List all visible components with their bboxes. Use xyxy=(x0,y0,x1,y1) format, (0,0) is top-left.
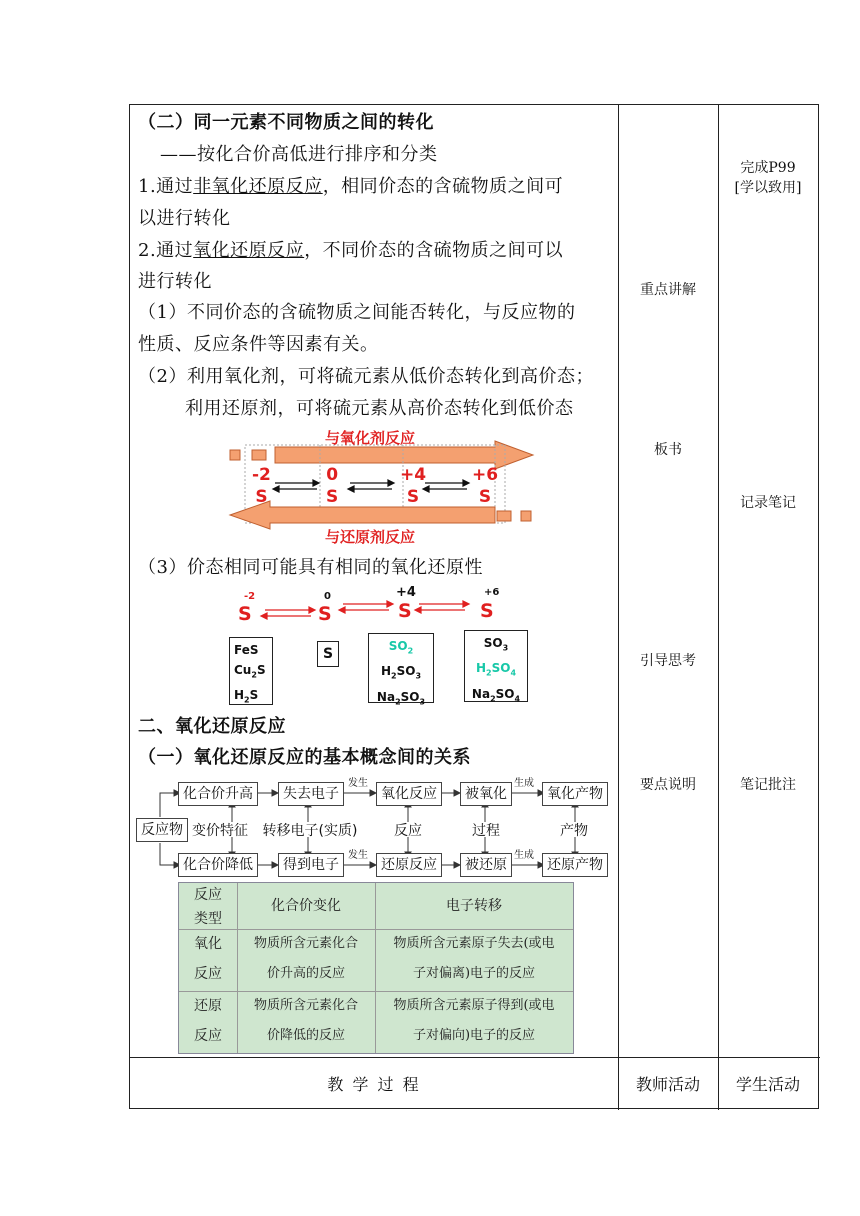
el: Na xyxy=(471,686,491,701)
flow-mid-5: 产物 xyxy=(560,823,588,839)
fig2-valence-pos4: +4 xyxy=(396,585,416,600)
gt-r2c3 xyxy=(375,991,573,1051)
fes: FeS xyxy=(234,643,259,657)
redox-definition-table xyxy=(178,882,574,1054)
paragraph-3: （1）不同价态的含硫物质之间能否转化，与反应物的 xyxy=(138,302,576,323)
sulfide-box xyxy=(229,637,273,705)
el: S xyxy=(256,663,266,677)
arrow-label-produce-up: 生成 xyxy=(514,778,534,789)
element-s: S xyxy=(326,487,339,507)
paragraph-5: （3）价态相同可能具有相同的氧化还原性 xyxy=(138,557,483,578)
l2: 反应 xyxy=(194,966,222,982)
flow-down-2: 得到电子 xyxy=(278,853,344,877)
el: Na xyxy=(376,689,396,704)
fig2-valence-pos6: +6 xyxy=(484,587,500,598)
paragraph-1 xyxy=(138,172,563,202)
flow-mid-3: 反应 xyxy=(394,823,422,839)
el: Cu xyxy=(234,663,252,677)
l1: 物质所含元素原子得到(或电 xyxy=(393,998,555,1013)
gt-h2: 化合价变化 xyxy=(271,898,341,914)
fig2-s-2: S xyxy=(318,603,332,625)
sub: 2 xyxy=(391,671,397,681)
valence-0 xyxy=(326,464,338,508)
p2-underlined: 氧化还原反应 xyxy=(193,240,305,261)
l2: 价降低的反应 xyxy=(266,1028,345,1043)
cu2s xyxy=(234,660,272,685)
el: H xyxy=(380,664,392,679)
so2 xyxy=(369,636,433,661)
fig2-valence-neg2: -2 xyxy=(244,591,256,602)
p1-post: ，相同价态的含硫物质之间可 xyxy=(322,176,564,197)
gt-r1c3 xyxy=(375,929,573,989)
footer-student: 学生活动 xyxy=(735,1075,800,1094)
sub: 3 xyxy=(502,643,509,653)
sub: 2 xyxy=(244,695,250,705)
student-note-1: 记录笔记 xyxy=(740,495,796,511)
p1-underlined: 非氧化还原反应 xyxy=(193,176,323,197)
sulfate-box xyxy=(464,630,528,702)
sub: 2 xyxy=(490,694,496,704)
valence-text: +6 xyxy=(472,465,499,485)
footer-process: 教 学 过 程 xyxy=(327,1075,421,1094)
col-divider-2 xyxy=(718,105,719,1110)
gt-h1-l2: 类型 xyxy=(194,911,222,927)
footer-divider xyxy=(130,1057,820,1058)
paragraph-3-line2: 性质、反应条件等因素有关。 xyxy=(138,334,379,355)
student-task xyxy=(718,158,818,198)
h2so3 xyxy=(369,661,433,686)
el: SO xyxy=(400,689,420,704)
el: SO xyxy=(388,639,408,653)
section-2-subtitle: （一）氧化还原反应的基本概念间的关系 xyxy=(138,747,471,768)
flow-down-5: 还原产物 xyxy=(542,853,608,877)
sub: 3 xyxy=(415,671,422,681)
el: H xyxy=(234,688,245,703)
paragraph-2 xyxy=(138,236,563,266)
sulfur-box: S xyxy=(317,641,339,667)
flow-down-1: 化合价降低 xyxy=(178,853,258,877)
flow-reactant: 反应物 xyxy=(136,818,188,842)
arrow-label-occur-down: 发生 xyxy=(348,850,368,861)
arrow-label-occur-up: 发生 xyxy=(348,778,368,789)
gt-r2c1 xyxy=(179,991,237,1051)
gt-r1c2 xyxy=(237,929,375,989)
arrow-label-produce-down: 生成 xyxy=(514,850,534,861)
gt-h3: 电子转移 xyxy=(446,898,502,914)
oxidant-label: 与氧化剂反应 xyxy=(325,429,416,447)
sub: 4 xyxy=(510,668,517,678)
paragraph-4: （2）利用氧化剂，可将硫元素从低价态转化到高价态； xyxy=(138,366,594,387)
flow-down-3: 还原反应 xyxy=(376,853,442,877)
sub: 2 xyxy=(251,670,257,680)
valence-text: -2 xyxy=(252,465,271,485)
flow-up-3: 氧化反应 xyxy=(376,782,442,806)
gt-r1c1 xyxy=(179,929,237,989)
student-note-2: 笔记批注 xyxy=(740,777,796,793)
el: SO xyxy=(396,664,416,679)
valence-pos6 xyxy=(472,464,498,508)
paragraph-2-line2: 进行转化 xyxy=(138,271,212,292)
valence-neg2 xyxy=(252,464,271,508)
footer-teacher: 教师活动 xyxy=(635,1075,700,1094)
flow-mid-2: 转移电子(实质) xyxy=(262,823,358,839)
l2: 价升高的反应 xyxy=(266,966,345,981)
el: SO xyxy=(483,636,503,650)
paragraph-1-line2: 以进行转化 xyxy=(138,208,231,229)
task-line2: [学以致用] xyxy=(734,180,802,196)
l1: 物质所含元素原子失去(或电 xyxy=(393,936,555,951)
element-s: S xyxy=(255,487,268,507)
valence-pos4 xyxy=(400,464,426,508)
valence-text: 0 xyxy=(326,465,339,485)
paragraph-4-line2: 利用还原剂，可将硫元素从高价态转化到低价态 xyxy=(185,398,574,419)
col-divider-1 xyxy=(618,105,619,1110)
sub: 4 xyxy=(514,694,521,704)
el: H xyxy=(475,661,487,676)
p2-post: ，不同价态的含硫物质之间可以 xyxy=(304,240,564,261)
fig2-s-3: S xyxy=(398,600,412,622)
flow-mid-1: 变价特征 xyxy=(192,823,248,839)
fig2-s-1: S xyxy=(238,603,252,625)
flow-down-4: 被还原 xyxy=(460,853,512,877)
reductant-label: 与还原剂反应 xyxy=(325,528,416,546)
section-2-title: 二、氧化还原反应 xyxy=(138,716,286,737)
el: S xyxy=(249,688,259,703)
l2: 反应 xyxy=(194,1028,222,1044)
teacher-note-1: 重点讲解 xyxy=(640,282,696,298)
flow-up-5: 氧化产物 xyxy=(542,782,608,806)
subtitle: ——按化合价高低进行排序和分类 xyxy=(160,144,438,165)
teacher-note-4: 要点说明 xyxy=(640,777,696,793)
sub: 2 xyxy=(486,668,492,678)
fig2-s-4: S xyxy=(480,600,494,622)
sub: 2 xyxy=(407,646,414,656)
sub: 2 xyxy=(395,697,401,707)
el: SO xyxy=(491,661,511,676)
p1-pre: 1.通过 xyxy=(138,176,194,197)
fig2-valence-0: 0 xyxy=(324,591,331,602)
h2so4 xyxy=(465,658,527,683)
gt-h1 xyxy=(179,877,237,931)
section-title: （二）同一元素不同物质之间的转化 xyxy=(138,112,434,133)
h2s xyxy=(234,685,272,710)
teacher-note-3: 引导思考 xyxy=(640,653,696,669)
sub: 3 xyxy=(419,697,426,707)
task-line1: 完成P99 xyxy=(740,160,796,176)
valence-text: +4 xyxy=(400,465,427,485)
element-s: S xyxy=(478,487,492,507)
l1: 物质所含元素化合 xyxy=(253,936,358,951)
l1: 物质所含元素化合 xyxy=(253,998,358,1013)
flow-mid-4: 过程 xyxy=(472,823,500,839)
flow-up-1: 化合价升高 xyxy=(178,782,258,806)
l2: 子对偏离)电子的反应 xyxy=(412,966,536,981)
l1: 还原 xyxy=(194,998,222,1014)
l1: 氧化 xyxy=(194,936,222,952)
p2-pre: 2.通过 xyxy=(138,240,194,261)
flow-up-4: 被氧化 xyxy=(460,782,512,806)
gt-r2c2 xyxy=(237,991,375,1051)
element-s: S xyxy=(406,487,420,507)
gt-h1-l1: 反应 xyxy=(194,887,222,903)
na2so3 xyxy=(369,687,433,712)
sulfite-box xyxy=(368,633,434,707)
so3 xyxy=(465,633,527,658)
teacher-note-2: 板书 xyxy=(654,442,682,458)
el: SO xyxy=(495,686,515,701)
l2: 子对偏向)电子的反应 xyxy=(412,1028,536,1043)
flow-up-2: 失去电子 xyxy=(278,782,344,806)
na2so4 xyxy=(465,684,527,709)
